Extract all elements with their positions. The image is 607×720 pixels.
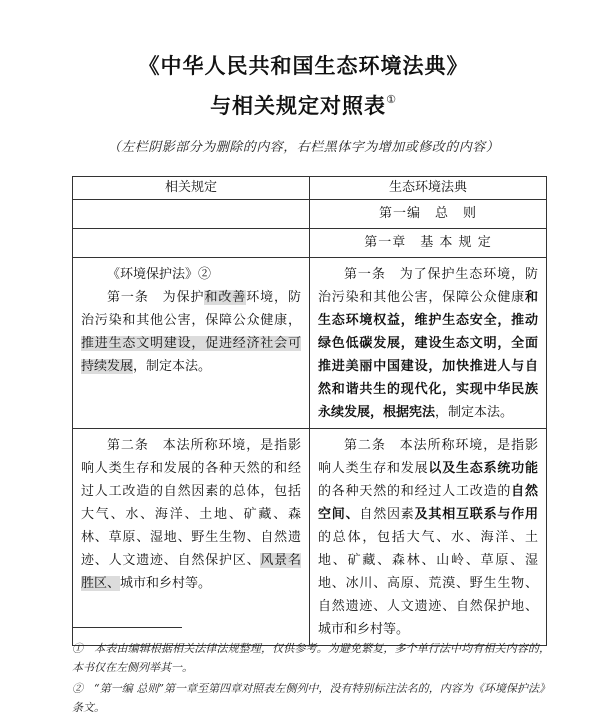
added-text: 自然空间、 — [318, 484, 538, 522]
text-segment: 第二条 本法所称环境，是指影响人类生存和发展 — [318, 438, 538, 476]
shading-note: （左栏阴影部分为删除的内容，右栏黑体字为增加或修改的内容） — [107, 140, 500, 155]
text-segment: 的总体，包括大气、水、海洋、土地、矿藏、森林、山岭、草原、湿地、冰川、高原、荒漠、野生生物、自然遗迹、人文遗迹、自然保护地、城市和乡村等。 — [318, 530, 538, 637]
article-1-row — [73, 258, 547, 429]
added-text: 以及生态系统功能 — [428, 461, 538, 476]
article-1-right-cell — [310, 258, 547, 429]
column-header-related-provisions: 相关规定 — [73, 177, 310, 200]
text-segment: 环境，防治污染和其他公害，保障公众健康， — [81, 290, 301, 328]
deleted-text: 风景名胜区、 — [81, 553, 301, 591]
text-segment: 城市和乡村等。 — [120, 576, 212, 591]
article-2-left-cell — [73, 429, 310, 646]
empty-left-cell — [73, 229, 310, 258]
law-source-label: 《环境保护法》② — [107, 267, 212, 282]
article-2-right-cell — [310, 429, 547, 646]
text-segment: ，制定本法。 — [133, 359, 212, 374]
empty-left-cell — [73, 200, 310, 229]
added-text: 和生态环境权益，维护生态安全，推动绿色低碳发展，建设生态文明，全面推进美丽中国建设，加快推进人与自然和谐共生的现代化，实现中华民族永续发展，根据宪法 — [318, 290, 538, 420]
document-title-line2 — [0, 90, 607, 120]
text-segment: 第二条 本法所称环境，是指影响人类生存和发展的各种天然的和经过人工改造的自然因素的总体，包括大气、水、海洋、土地、矿藏、森林、草原、湿地、野生生物、自然遗迹、人文遗迹、自然保护区、 — [81, 438, 301, 568]
text-segment: 第一条 为了保护生态环境，防治污染和其他公害，保障公众健康 — [318, 267, 538, 305]
text-segment: ，制定本法。 — [435, 405, 514, 420]
article-2-row — [73, 429, 547, 646]
text-segment: 自然因素 — [359, 507, 415, 522]
footnote-1: ① 本表由编辑根据相关法律法规整理，仅供参考。为避免繁复，多个单行法中均有相关内容的，本书仅在左侧列举其一。 — [72, 642, 550, 674]
text-segment: 的各种天然的和经过人工改造的 — [318, 484, 512, 499]
text-segment: 第一条 为保护 — [107, 290, 205, 305]
footnote-2: ② “第一编 总则”第一章至第四章对照表左侧列中，没有特别标注法名的，内容为《环境保护法》条文。 — [72, 682, 550, 714]
deleted-text: 推进生态文明建设，促进经济社会可持续发展 — [81, 336, 301, 374]
part-heading-row — [73, 200, 547, 229]
document-title-line1: 《中华人民共和国生态环境法典》 — [138, 54, 469, 78]
article-1-old-text — [81, 286, 301, 378]
chapter-heading: 第一章 基 本 规 定 — [310, 229, 547, 258]
footnote-ref-1: ① — [386, 93, 397, 106]
footnote-separator — [72, 627, 182, 628]
article-2-new-text — [318, 434, 538, 641]
column-header-eco-code: 生态环境法典 — [310, 177, 547, 200]
comparison-table — [72, 176, 547, 646]
article-2-old-text — [81, 434, 301, 595]
table-header-row — [73, 177, 547, 200]
article-1-new-text — [318, 263, 538, 424]
deleted-text: 和改善 — [204, 290, 247, 305]
part-heading: 第一编 总 则 — [310, 200, 547, 229]
added-text: 及其相互联系与作用 — [414, 507, 538, 522]
article-1-left-cell — [73, 258, 310, 429]
chapter-heading-row — [73, 229, 547, 258]
title-line2-text: 与相关规定对照表 — [210, 94, 387, 118]
